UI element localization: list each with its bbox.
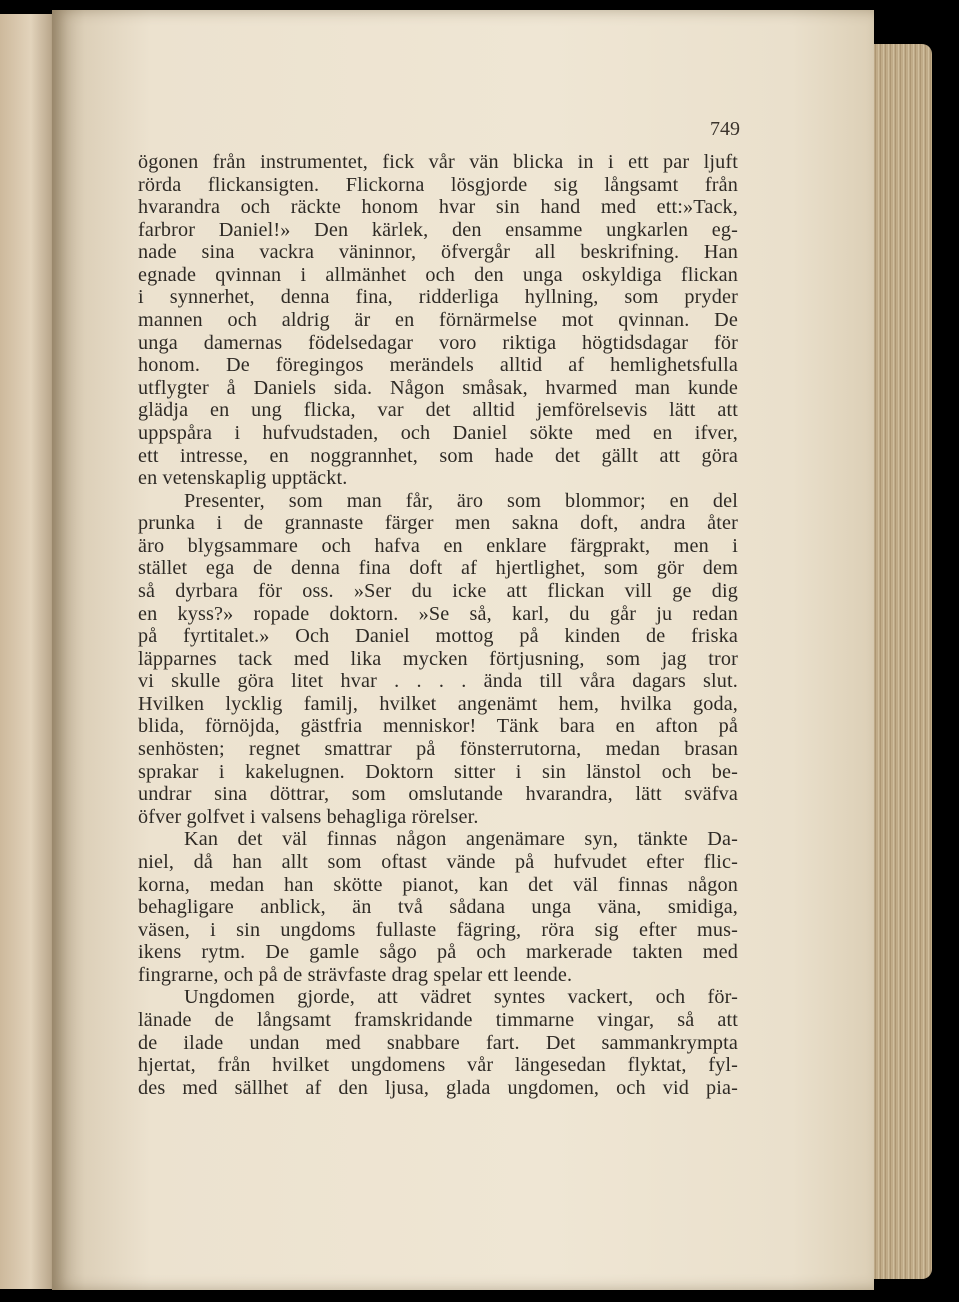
text-line: de ilade undan med snabbare fart. Det sammankrympta — [138, 1031, 738, 1054]
text-line: stället ega de denna fina doft af hjertlighet, som gör dem — [138, 557, 738, 580]
text-line: glädja en ung flicka, var det alltid jemförelsevis lätt att — [138, 399, 738, 422]
text-line: honom. De föregingos merändels alltid af hemlighetsfulla — [138, 354, 738, 377]
text-line: senhösten; regnet smattrar på fönsterrutorna, medan brasan — [138, 738, 738, 761]
body-text — [138, 151, 738, 1099]
text-line: Ungdomen gjorde, att vädret syntes vackert, och för- — [184, 986, 738, 1009]
text-line: egnade qvinnan i allmänhet och den unga oskyldiga flickan — [138, 263, 738, 286]
text-line: hvarandra och räckte honom hvar sin hand med ett:»Tack, — [138, 196, 738, 219]
text-line: rörda flickansigten. Flickorna lösgjorde sig långsamt från — [138, 173, 738, 196]
text-line: sprakar i kakelugnen. Doktorn sitter i sin länstol och be- — [138, 760, 738, 783]
text-line: behagligare anblick, än två sådana unga väna, smidiga, — [138, 896, 738, 919]
text-line: en vetenskaplig upptäckt. — [138, 467, 348, 490]
text-line: Presenter, som man får, äro som blommor; en del — [184, 489, 738, 512]
text-line: utflygter å Daniels sida. Någon småsak, hvarmed man kunde — [138, 376, 738, 399]
text-line: ikens rytm. De gamle sågo på och markerade takten med — [138, 941, 738, 964]
text-line: korna, medan han skötte pianot, kan det väl finnas någon — [138, 873, 738, 896]
page-number: 749 — [710, 118, 740, 140]
text-line: farbror Daniel!» Den kärlek, den ensamme ungkarlen eg- — [138, 218, 738, 241]
text-line: äro blygsammare och hafva en enklare färgprakt, men i — [138, 534, 738, 557]
text-line: så dyrbara för oss. »Ser du icke att flickan vill ge dig — [138, 579, 738, 602]
text-line: väsen, i sin ungdoms fullaste fägring, röra sig efter mus- — [138, 918, 738, 941]
text-line: ögonen från instrumentet, fick vår vän blicka in i ett par ljuft — [138, 151, 738, 173]
text-line: Kan det väl finnas någon angenämare syn, tänkte Da- — [184, 828, 738, 851]
text-line: en kyss?» ropade doktorn. »Se så, karl, du går ju redan — [138, 602, 738, 625]
text-line: niel, då han allt som oftast vände på hufvudet efter flic- — [138, 850, 738, 873]
text-line: hjertat, från hvilket ungdomens vår längesedan flyktat, fyl- — [138, 1054, 738, 1077]
text-line: unga damernas födelsedagar voro riktiga högtidsdagar för — [138, 331, 738, 354]
text-line: uppspåra i hufvudstaden, och Daniel sökte med en ifver, — [138, 421, 738, 444]
text-line: ett intresse, en noggrannhet, som hade det gällt att göra — [138, 444, 738, 467]
text-line: blida, förnöjda, gästfria menniskor! Tänk bara en afton på — [138, 715, 738, 738]
text-line: länade de långsamt framskridande timmarne vingar, så att — [138, 1008, 738, 1031]
text-line: Hvilken lycklig familj, hvilket angenämt hem, hvilka goda, — [138, 692, 738, 715]
text-line: i synnerhet, denna fina, ridderliga hyllning, som pryder — [138, 286, 738, 309]
left-page-edge — [0, 14, 56, 1289]
text-line: läpparnes tack med lika mycken förtjusning, som jag tror — [138, 647, 738, 670]
text-line: undrar sina döttrar, som omslutande hvarandra, lätt sväfva — [138, 783, 738, 806]
text-line: vi skulle göra litet hvar . . . . ända till våra dagars slut. — [138, 670, 738, 693]
text-line: des med sällhet af den ljusa, glada ungdomen, och vid pia- — [138, 1076, 738, 1099]
text-line: nade sina vackra väninnor, öfvergår all beskrifning. Han — [138, 241, 738, 264]
text-line: fingrarne, och på de strävfaste drag spelar ett leende. — [138, 963, 573, 986]
page-stack-edges — [872, 44, 932, 1279]
text-line: på fyrtitalet.» Och Daniel mottog på kinden de friska — [138, 625, 738, 648]
text-line: prunka i de grannaste färger men sakna doft, andra åter — [138, 512, 738, 535]
text-line: mannen och aldrig är en förnärmelse mot qvinnan. De — [138, 309, 738, 332]
text-line: öfver golfvet i valsens behagliga rörelser. — [138, 805, 479, 828]
